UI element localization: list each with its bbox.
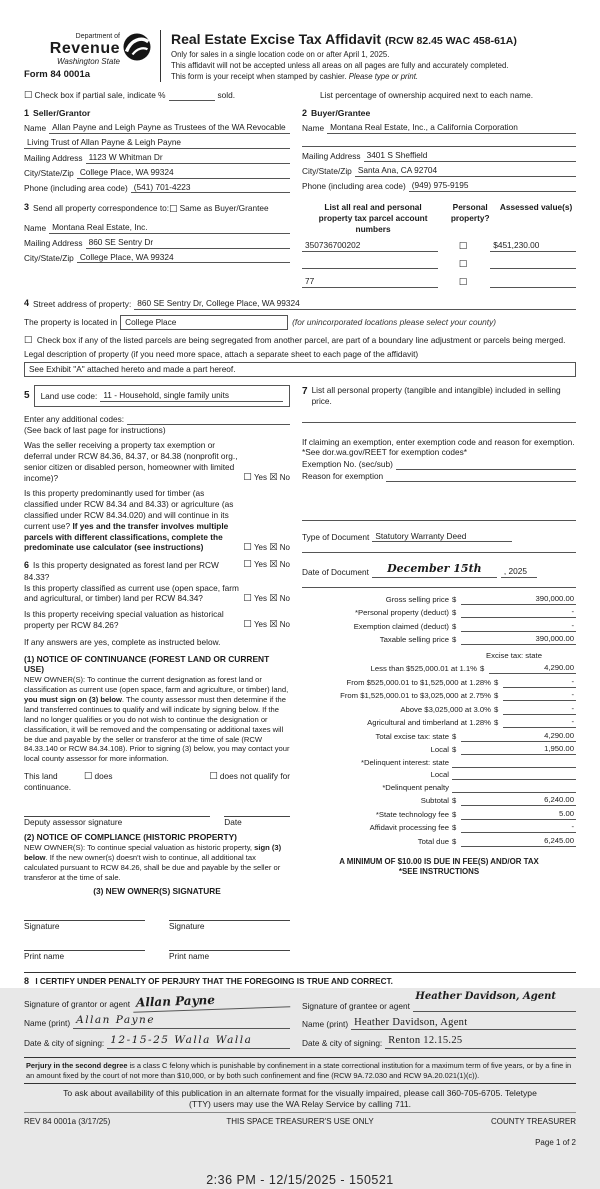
parcel-row xyxy=(302,276,576,288)
agency-name: Revenue xyxy=(49,40,120,58)
deputy-assessor-row xyxy=(24,809,290,828)
buyer-mailing-field[interactable]: 3401 S Sheffield xyxy=(364,150,576,162)
yes-checkbox[interactable]: ☐ xyxy=(243,472,252,484)
tax-row-value[interactable]: 4,290.00 xyxy=(489,663,576,674)
yes-checkbox[interactable]: ☐ xyxy=(243,592,252,604)
new-owner-signature-field[interactable] xyxy=(169,911,290,921)
continuance-label: continuance. xyxy=(24,781,72,792)
buyer-mailing-label: Mailing Address xyxy=(302,151,361,162)
section-1-number: 1 xyxy=(24,107,30,118)
section-2-number: 2 xyxy=(302,107,308,118)
land-qualify-row: This land ☐ does ☐ does not qualify for xyxy=(24,771,290,783)
new-owner-signature-title: (3) NEW OWNER(S) SIGNATURE xyxy=(93,885,221,896)
tax-row-label: *Delinquent penalty xyxy=(382,782,449,792)
grantor-date-label: Date & city of signing: xyxy=(24,1037,105,1048)
seller-phone-field[interactable]: (541) 701-4223 xyxy=(131,182,290,194)
tax-row-value[interactable]: 6,245.00 xyxy=(461,836,576,847)
parcel-number-field[interactable]: 77 xyxy=(302,276,438,288)
tax-row-value[interactable]: - xyxy=(461,621,576,632)
grantor-name-label: Name (print) xyxy=(24,1018,71,1029)
new-owner-signatures xyxy=(24,911,290,932)
personal-property-col-header: Personal property? xyxy=(450,202,490,224)
ownership-note: List percentage of ownership acquired next to each name. xyxy=(320,90,534,101)
date-of-document-row xyxy=(302,562,576,577)
assessed-value-col-header: Assessed value(s) xyxy=(499,202,573,213)
located-in-field[interactable]: College Place xyxy=(120,315,288,330)
additional-codes-field[interactable] xyxy=(127,415,290,425)
tax-row-value[interactable]: - xyxy=(503,717,576,728)
date-of-document-year: , 2025 xyxy=(501,566,537,578)
notice-compliance-title: (2) NOTICE OF COMPLIANCE (HISTORIC PROPERTY) xyxy=(24,832,237,843)
print-name-label: Print name xyxy=(24,951,65,962)
tax-row-label: Affidavit processing fee xyxy=(369,823,449,833)
tax-row-label: Subtotal xyxy=(420,796,449,806)
buyer-citystatezip-label: City/State/Zip xyxy=(302,166,352,177)
county-treasurer-label: COUNTY TREASURER xyxy=(490,1117,577,1127)
signature-label: Signature xyxy=(169,920,205,931)
additional-codes-note: (See back of last page for instructions) xyxy=(24,424,166,435)
buyer-phone-label: Phone (including area code) xyxy=(302,180,406,191)
corr-mailing-label: Mailing Address xyxy=(24,237,83,248)
seller-name-label: Name xyxy=(24,123,47,134)
personal-property-label: List all personal property (tangible and intangible) included in selling price. xyxy=(311,384,561,406)
seller-mailing-label: Mailing Address xyxy=(24,153,83,164)
grantor-name-field[interactable]: Allan Payne xyxy=(73,1014,290,1029)
corr-citystatezip-label: City/State/Zip xyxy=(24,252,74,263)
tax-row-value[interactable]: - xyxy=(461,822,576,833)
grantee-name-label: Name (print) xyxy=(302,1019,349,1030)
yes-checkbox[interactable]: ☐ xyxy=(243,541,252,553)
no-checkbox[interactable]: ☒ xyxy=(269,541,278,553)
section-certify xyxy=(24,972,576,1049)
notice-continuance-title: (1) NOTICE OF CONTINUANCE (FOREST LAND OR CURRENT USE) xyxy=(24,653,270,675)
exemption-block xyxy=(302,437,576,482)
accessibility-notice: To ask about availability of this publication in an alternate format for the visually impaired, please call 360-705-6705. Teletype (TTY) users may use the WA Relay Service by calling 711. xyxy=(24,1084,576,1113)
correspondence-label: Send all property correspondence to: xyxy=(33,203,170,214)
seller-name-field-2[interactable]: Living Trust of Allan Payne & Leigh Payne xyxy=(24,137,290,149)
type-of-document-field[interactable]: Statutory Warranty Deed xyxy=(372,531,512,543)
rcw-reference: (RCW 82.45 WAC 458-61A) xyxy=(384,35,517,47)
tax-row-value[interactable] xyxy=(452,759,576,768)
state-label: Washington State xyxy=(56,57,120,67)
section-3-number: 3 xyxy=(24,202,30,213)
buyer-name-field-2[interactable] xyxy=(302,137,576,147)
additional-codes-label: Enter any additional codes: xyxy=(24,413,125,424)
corr-name-field[interactable]: Montana Real Estate, Inc. xyxy=(49,222,290,234)
question-current-use: Is this property classified as current use (open space, farm and agricultural, or timber) land per RCW 84.34? ☐ Yes ☒ No xyxy=(24,582,290,604)
legal-description-field[interactable]: See Exhibit "A" attached hereto and made a part hereof. xyxy=(24,362,576,377)
certify-statement: I CERTIFY UNDER PENALTY OF PERJURY THAT THE FOREGOING IS TRUE AND CORRECT. xyxy=(35,977,393,987)
tax-row-label: Above $3,025,000 at 3.0% xyxy=(400,704,491,714)
notice-compliance-body: NEW OWNER(S): To continue special valuation as historic property, sign (3) below. If the new owner(s) doesn't wish to continue, all additional tax calculated pursuant to RCW 84.26, shall be due and payable by the seller or transferor at the time of sale. xyxy=(24,843,282,882)
tax-row-label: Total excise tax: state xyxy=(375,731,449,741)
grantor-signature-field[interactable]: Allan Payne xyxy=(133,990,290,1012)
date-of-document-field[interactable]: December 15th xyxy=(372,562,497,577)
tax-row-label: From $1,525,000.01 to $3,025,000 at 2.75% xyxy=(340,691,491,701)
partial-sale-percent-field[interactable] xyxy=(169,91,215,101)
parcel-col-header: List all real and personal property tax parcel account numbers xyxy=(318,202,428,234)
dor-logo-block xyxy=(24,30,152,82)
exemption-reason-field[interactable] xyxy=(386,472,576,482)
no-checkbox[interactable]: ☒ xyxy=(269,592,278,604)
tax-row-label: From $525,000.01 to $1,525,000 at 1.28% xyxy=(346,677,491,687)
tax-row-value[interactable]: 390,000.00 xyxy=(461,634,576,645)
tax-row-label: Local xyxy=(430,745,449,755)
parcel-row xyxy=(302,240,576,252)
tax-row-value[interactable] xyxy=(452,784,576,793)
excise-tax-table: Gross selling price $ 390,000.00 *Personal property (deduct) $ - Exemption claimed (deduct) $ - Taxable selling price $ 390,000.00 Excise tax: state Less than $525,000.01 at 1.1% $ 4,290.00 From $525,000.01 to $1,525,000 at 1.28% $ - From $1,525,000.01 to $3,025,000 at 2.75% $ - Above $3,025,000 at 3.0% $ - Agricultural and timberland at 1.28% $ - Total excise tax: state $ 4,290.00 Local $ 1,950.00 *Delinquent interest: state Local *Delinquent penalty Subtotal $ 6,240.00 *State technology fee $ 5.00 Affidavit processing fee $ - Total due $ 6,245.00 xyxy=(302,594,576,847)
tax-row-label: Less than $525,000.01 at 1.1% xyxy=(370,664,477,674)
rev-number: REV 84 0001a (3/17/25) xyxy=(24,1117,111,1127)
personal-property-checkbox[interactable]: ☐ xyxy=(458,258,468,270)
form-header xyxy=(24,30,576,82)
print-timestamp: 2:36 PM - 12/15/2025 - 150521 xyxy=(206,1173,394,1188)
grantee-date-field[interactable]: Renton 12.15.25 xyxy=(385,1034,576,1049)
partial-sale-label: Check box if partial sale, indicate % xyxy=(34,90,166,101)
print-name-label: Print name xyxy=(169,951,210,962)
yes-checkbox[interactable]: ☐ xyxy=(243,619,252,631)
parcel-table xyxy=(302,202,576,288)
located-in-note: (for unincorporated locations please select your county) xyxy=(292,316,497,327)
grantee-signature-label: Signature of grantee or agent xyxy=(302,1000,410,1011)
tax-row-label: Total due xyxy=(417,836,449,846)
no-checkbox[interactable]: ☒ xyxy=(269,619,278,631)
notice-continuance-body: NEW OWNER(S): To continue the current designation as forest land or classification as current use (open space, farm and agriculture, or timber) land, you must sign on (3) below. The county assessor must then determine if the land transferred continues to qualify and will indicate by signing below. If the land no longer qualifies or you do not wish to continue the designation or classification, it will be removed and the compensating or additional taxes will be due and payable by the seller or transferor at the time of sale (RCW 84.33.140 or RCW 84.34.108). Prior to signing (3) below, you may contact your local county assessor for more information. xyxy=(24,675,290,764)
personal-property-field[interactable] xyxy=(302,413,576,423)
parcel-row xyxy=(302,259,576,270)
street-address-label: Street address of property: xyxy=(33,299,132,310)
treasurer-use-label: THIS SPACE TREASURER'S USE ONLY xyxy=(226,1117,374,1127)
seller-title: Seller/Grantor xyxy=(33,107,91,118)
assessed-value-field[interactable] xyxy=(490,259,576,269)
tax-row-label: *Delinquent interest: state xyxy=(360,757,449,767)
excise-tax-subheader: Excise tax: state xyxy=(486,650,542,660)
tax-row-label: *State technology fee xyxy=(375,809,449,819)
yes-checkbox[interactable]: ☐ xyxy=(243,559,252,571)
tax-row-value[interactable]: 6,240.00 xyxy=(461,795,576,806)
assessed-value-field[interactable]: $451,230.00 xyxy=(490,240,576,252)
section-5-number: 5 xyxy=(24,390,30,402)
new-owner-print-names xyxy=(24,941,290,962)
land-use-code-field[interactable]: 11 - Household, single family units xyxy=(100,390,283,402)
question-tax-exemption: Was the seller receiving a property tax exemption or deferral under RCW 84.36, 84.37, or 84.38 (nonprofit org., senior citizen or disabled person, homeowner with limited income)? ☐ Yes ☒ No xyxy=(24,440,290,484)
grantee-name-field[interactable]: Heather Davidson, Agent xyxy=(351,1016,576,1031)
exemption-reason-label: Reason for exemption xyxy=(302,470,384,481)
buyer-name-label: Name xyxy=(302,123,325,134)
does-not-checkbox[interactable]: ☐ xyxy=(209,771,218,783)
grantee-signature-script: Heather Davidson, Agent xyxy=(415,990,556,1002)
dor-logo-icon xyxy=(122,32,152,62)
section-6-number: 6 xyxy=(24,560,30,571)
partial-sale-row xyxy=(24,90,314,101)
seller-mailing-field[interactable]: 1123 W Whitman Dr xyxy=(86,152,290,164)
tax-row-value[interactable]: 5.00 xyxy=(461,809,576,820)
section-correspondence xyxy=(24,202,290,288)
question-historical: Is this property receiving special valuation as historical property per RCW 84.26? ☐ Yes ☒ No xyxy=(24,609,290,631)
buyer-name-field[interactable]: Montana Real Estate, Inc., a California Corporation xyxy=(327,122,576,134)
header-note-3: This form is your receipt when stamped by cashier. Please type or print. xyxy=(171,71,419,81)
tax-row-label: Agricultural and timberland at 1.28% xyxy=(367,718,491,728)
question-timber-agriculture: Is this property predominantly used for timber (as classified under RCW 84.34 and 84.33) or agriculture (as classified under RCW 84.34.020) and will continue in its current use? If yes and the transfer involves multiple parcels with different classifications, complete the predominate use calculator (see instructions) ☐ Yes ☒ No xyxy=(24,488,290,553)
tax-row-label: Local xyxy=(430,770,449,780)
does-checkbox[interactable]: ☐ xyxy=(84,771,93,783)
exemption-no-field[interactable] xyxy=(396,460,576,470)
partial-sale-checkbox[interactable]: ☐ xyxy=(24,90,33,102)
section-7-number: 7 xyxy=(302,385,308,397)
tax-row-value[interactable]: 4,290.00 xyxy=(461,731,576,742)
yes-instruction: If any answers are yes, complete as instructed below. xyxy=(24,636,221,647)
grantor-date-field[interactable]: 12-15-25 Walla Walla xyxy=(107,1034,290,1049)
tax-row-label: *Personal property (deduct) xyxy=(354,608,449,618)
personal-property-checkbox[interactable]: ☐ xyxy=(458,277,468,289)
new-owner-print-field[interactable] xyxy=(169,941,290,951)
new-owner-signature-field[interactable] xyxy=(24,911,145,921)
corr-citystatezip-field[interactable]: College Place, WA 99324 xyxy=(77,252,290,264)
same-as-buyer-checkbox[interactable]: ☐ xyxy=(169,203,178,215)
page-title: Real Estate Excise Tax Affidavit (RCW 82.45 WAC 458-61A) xyxy=(171,31,517,47)
no-checkbox[interactable]: ☒ xyxy=(269,559,278,571)
signature-label: Signature xyxy=(24,920,60,931)
section-8-number: 8 xyxy=(24,976,30,987)
exemption-no-label: Exemption No. (sec/sub) xyxy=(302,459,393,470)
corr-name-label: Name xyxy=(24,223,47,234)
segregated-checkbox[interactable]: ☐ xyxy=(24,334,33,346)
question-forest-land: 6 Is this property designated as forest land per RCW 84.33? ☐ Yes ☒ No xyxy=(24,559,290,582)
tax-row-label: Taxable selling price xyxy=(379,635,449,645)
parcel-number-field[interactable] xyxy=(302,259,438,269)
parcel-number-field[interactable]: 350736700202 xyxy=(302,240,438,252)
seller-citystatezip-field[interactable]: College Place, WA 99324 xyxy=(77,167,290,179)
section-seller xyxy=(24,108,290,194)
tax-row-label: Exemption claimed (deduct) xyxy=(353,621,449,631)
deputy-signature-label: Deputy assessor signature xyxy=(24,816,123,827)
no-checkbox[interactable]: ☒ xyxy=(269,472,278,484)
partial-sale-sold-label: sold. xyxy=(217,90,236,101)
personal-property-checkbox[interactable]: ☐ xyxy=(458,240,468,252)
type-of-document-label: Type of Document xyxy=(302,531,370,542)
deputy-date-label: Date xyxy=(224,816,242,827)
section-personal-property xyxy=(302,385,576,407)
tax-row-value[interactable]: - xyxy=(461,607,576,618)
deputy-signature-field[interactable] xyxy=(24,809,210,817)
buyer-title: Buyer/Grantee xyxy=(311,107,371,118)
grantee-date-label: Date & city of signing: xyxy=(302,1038,383,1049)
seller-citystatezip-label: City/State/Zip xyxy=(24,167,74,178)
land-use-code-label: Land use code: xyxy=(40,390,98,401)
street-address-field[interactable]: 860 SE Sentry Dr, College Place, WA 99324 xyxy=(134,298,576,310)
deputy-date-field[interactable] xyxy=(224,809,290,817)
buyer-phone-field[interactable]: (949) 975-9195 xyxy=(409,180,576,192)
minimum-fee-note: A MINIMUM OF $10.00 IS DUE IN FEE(S) AND/OR TAX *SEE INSTRUCTIONS xyxy=(339,856,539,877)
tax-row-label: Gross selling price xyxy=(385,594,449,604)
perjury-notice: Perjury in the second degree is a class C felony which is punishable by confinement in a state correctional institution for a maximum term of five years, or by a fine in an amount fixed by the court of not more than $10,000, or by both such confinement and fine (RCW 9A.72.030 and RCW 9A.20.021(1)(c)). xyxy=(24,1057,576,1084)
this-land-label: This land xyxy=(24,771,58,782)
header-note-2: This affidavit will not be accepted unless all areas on all pages are fully and accurately completed. xyxy=(171,60,509,70)
tax-row-value[interactable]: - xyxy=(503,704,576,715)
tax-row-value[interactable]: 390,000.00 xyxy=(461,594,576,605)
grantor-signature-label: Signature of grantor or agent xyxy=(24,998,131,1009)
page-indicator: Page 1 of 2 xyxy=(535,1137,576,1147)
form-number: Form 84 0001a xyxy=(24,69,91,81)
tax-row-value[interactable]: - xyxy=(503,690,576,701)
corr-mailing-field[interactable]: 860 SE Sentry Dr xyxy=(86,237,290,249)
tax-row-value[interactable]: - xyxy=(503,677,576,688)
new-owner-print-field[interactable] xyxy=(24,941,145,951)
tax-row-value[interactable]: 1,950.00 xyxy=(461,744,576,755)
dept-of-label: Department of xyxy=(75,33,120,40)
same-as-buyer-label: Same as Buyer/Grantee xyxy=(179,203,269,214)
header-note-1: Only for sales in a single location code on or after April 1, 2025. xyxy=(171,49,390,59)
buyer-citystatezip-field[interactable]: Santa Ana, CA 92704 xyxy=(355,165,576,177)
segregated-label: Check box if any of the listed parcels are being segregated from another parcel, are part of a boundary line adjustment or parcels being merged. xyxy=(36,334,566,345)
section-buyer xyxy=(302,108,576,194)
section-4-number: 4 xyxy=(24,298,30,309)
footer-row xyxy=(24,1117,576,1127)
type-of-document-row xyxy=(302,531,576,543)
date-of-document-label: Date of Document xyxy=(302,566,369,577)
seller-phone-label: Phone (including area code) xyxy=(24,182,128,193)
assessed-value-field[interactable] xyxy=(490,278,576,288)
grantee-signature-field[interactable] xyxy=(413,1002,576,1012)
legal-description-label: Legal description of property (if you need more space, attach a separate sheet to each page of the affidavit) xyxy=(24,349,419,360)
seller-name-field[interactable]: Allan Payne and Leigh Payne as Trustees of the WA Revocable xyxy=(49,122,290,134)
located-in-label: The property is located in xyxy=(24,316,118,327)
section-property xyxy=(24,298,576,377)
tax-row-value[interactable] xyxy=(452,771,576,780)
exemption-instructions: If claiming an exemption, enter exemption code and reason for exemption. *See dor.wa.gov/REET for exemption codes* xyxy=(302,436,575,458)
section-land-use xyxy=(24,385,290,407)
